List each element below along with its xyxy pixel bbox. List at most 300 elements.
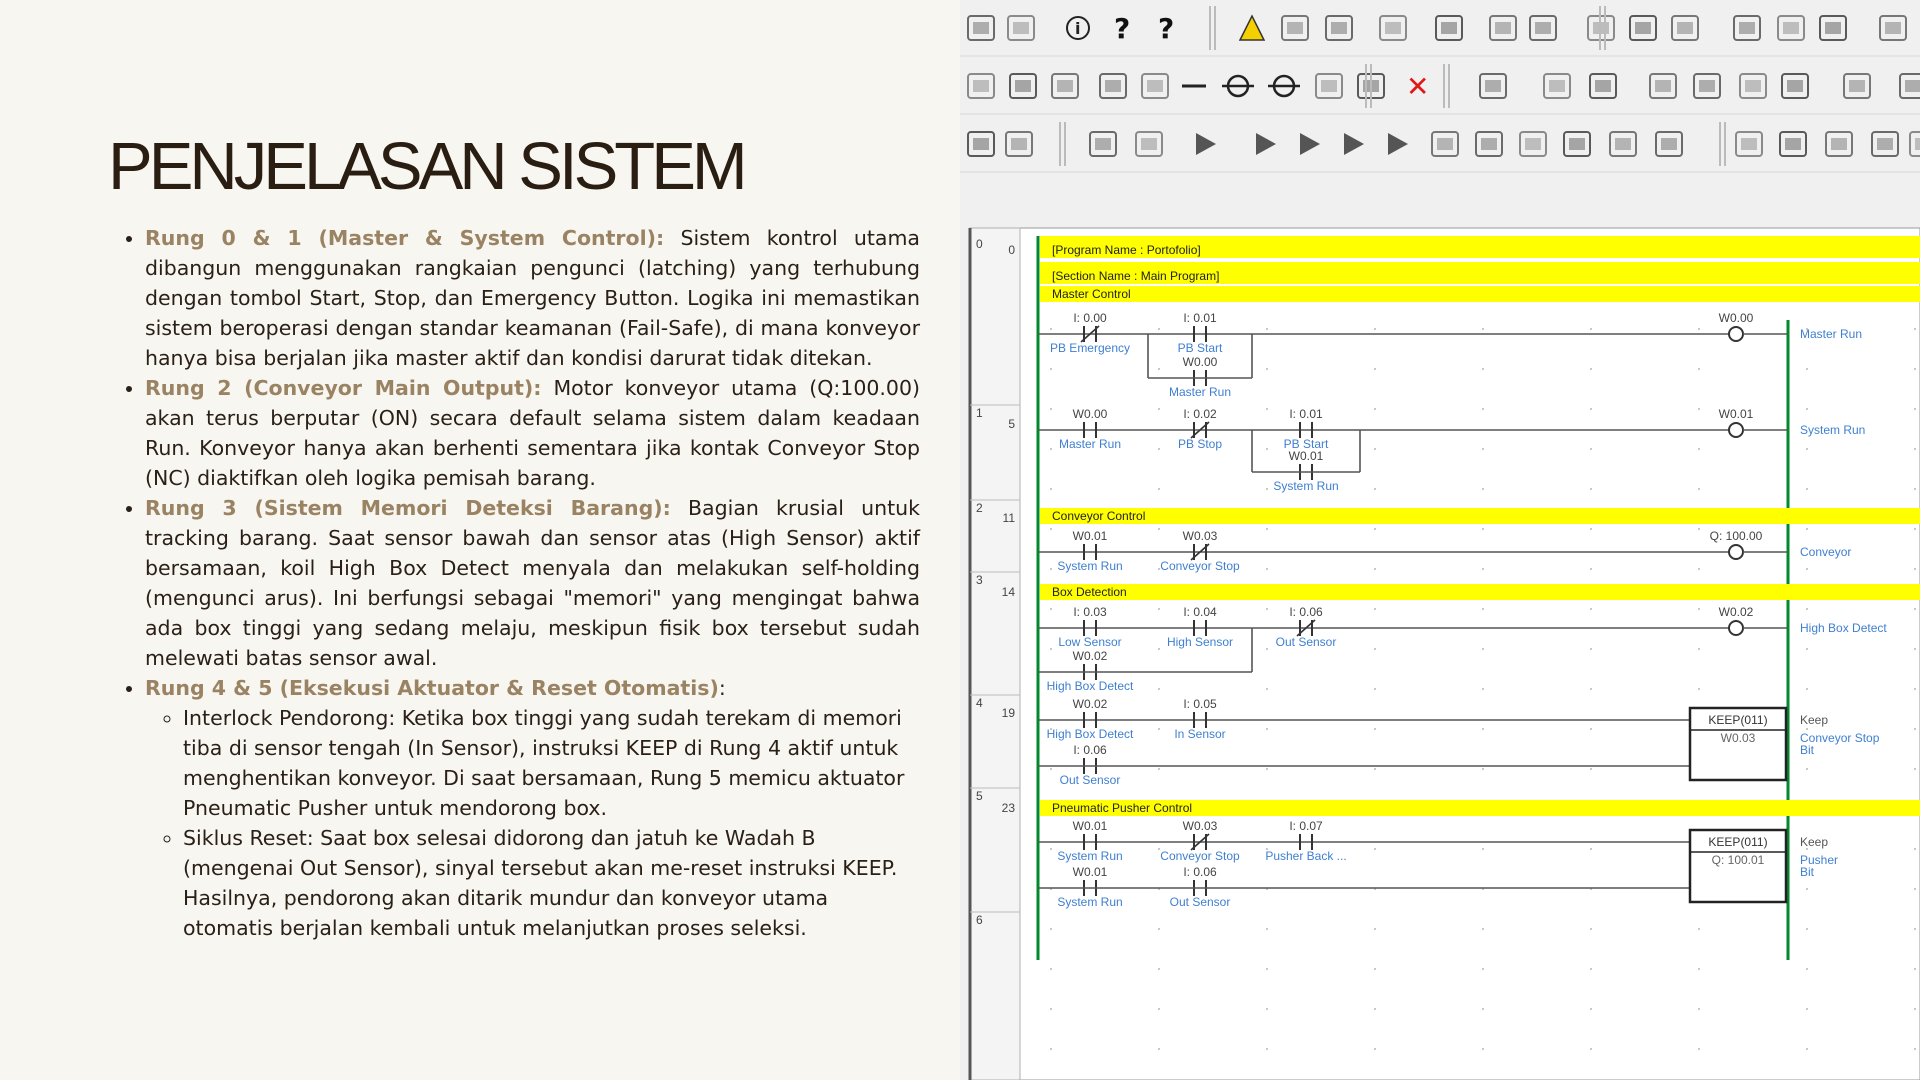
- coil-label: High Box Detect: [1800, 621, 1887, 635]
- grid-dot: [1914, 448, 1916, 450]
- grid-dot: [1374, 968, 1376, 970]
- grid-dot: [1806, 568, 1808, 570]
- rung-comment-text: Master Control: [1052, 287, 1131, 301]
- contact-label: PB Emergency: [1049, 341, 1131, 355]
- grid-dot: [1482, 568, 1484, 570]
- grid-dot: [1374, 768, 1376, 770]
- ladder-screenshot: [960, 0, 1920, 1080]
- contact-label: Low Sensor: [1058, 635, 1122, 649]
- keep-instruction: KEEP(011): [1708, 713, 1768, 727]
- coil-symbol: [1729, 423, 1743, 437]
- grid-dot: [1374, 608, 1376, 610]
- grid-dot: [1914, 1048, 1916, 1050]
- rung-number: 5: [976, 789, 983, 803]
- help-icon: ?: [1114, 12, 1131, 45]
- grid-dot: [1698, 1008, 1700, 1010]
- grid-dot: [1266, 688, 1268, 690]
- grid-dot: [1266, 1008, 1268, 1010]
- coil-address: W0.01: [1718, 407, 1754, 421]
- grid-dot: [1914, 1008, 1916, 1010]
- grid-dot: [1590, 1008, 1592, 1010]
- grid-dot: [1482, 408, 1484, 410]
- grid-dot: [1482, 368, 1484, 370]
- grid-dot: [1050, 608, 1052, 610]
- toolbar-button-icon-detail: [1441, 22, 1457, 34]
- grid-dot: [1590, 568, 1592, 570]
- grid-dot: [1698, 1048, 1700, 1050]
- toolbar-icon: [1158, 12, 1174, 45]
- coil-address: W0.00: [1718, 311, 1754, 325]
- grid-dot: [1050, 968, 1052, 970]
- grid-dot: [1482, 968, 1484, 970]
- grid-dot: [1806, 768, 1808, 770]
- contact-label: PB Stop: [1177, 437, 1223, 451]
- grid-dot: [1698, 328, 1700, 330]
- grid-dot: [1266, 528, 1268, 530]
- grid-dot: [1050, 528, 1052, 530]
- contact-address: I: 0.04: [1183, 605, 1217, 619]
- grid-dot: [1806, 408, 1808, 410]
- grid-dot: [1158, 728, 1160, 730]
- toolbar-button-icon-detail: [1699, 80, 1715, 92]
- grid-dot: [1158, 608, 1160, 610]
- grid-dot: [1806, 888, 1808, 890]
- grid-dot: [1050, 448, 1052, 450]
- grid-dot: [1482, 728, 1484, 730]
- grid-dot: [1590, 768, 1592, 770]
- grid-dot: [1590, 488, 1592, 490]
- bullet-heading: Rung 4 & 5 (Eksekusi Aktuator & Reset Otomatis): [145, 676, 719, 700]
- grid-dot: [1806, 688, 1808, 690]
- toolbar-button-icon-detail: [1011, 138, 1027, 150]
- keep-comment: Conveyor Stop: [1800, 731, 1880, 745]
- toolbar-button-icon-detail: [1677, 22, 1693, 34]
- toolbar-button-icon-detail: [1525, 138, 1541, 150]
- grid-dot: [1050, 368, 1052, 370]
- grid-dot: [1806, 368, 1808, 370]
- rung-comment-bar: [1040, 286, 1920, 302]
- contact-label: Conveyor Stop: [1160, 559, 1240, 573]
- grid-dot: [1914, 568, 1916, 570]
- grid-dot: [1266, 448, 1268, 450]
- contact-label: In Sensor: [1174, 727, 1226, 741]
- rung-comment-text: Box Detection: [1052, 585, 1127, 599]
- grid-dot: [1374, 848, 1376, 850]
- keep-comment: Bit: [1800, 743, 1815, 757]
- toolbar-button-icon-detail: [1437, 138, 1453, 150]
- toolbar-button-icon-detail: [973, 138, 989, 150]
- coil-address: Q: 100.00: [1709, 529, 1763, 543]
- bullet-text: Bagian krusial untuk tracking barang. Saat sensor bawah dan sensor atas (High Sensor) aktif bersamaan, koil High Box Detect menyala dan melakukan self-holding (mengunci arus). Ini berfungsi sebagai "memori" yang mengingat bahwa ada box tinggi yang sedang melaju, meskipun fisik box tersebut sudah melewati batas sensor awal.: [145, 496, 920, 670]
- toolbar-button-icon-detail: [1015, 80, 1031, 92]
- contact-address: I: 0.01: [1289, 407, 1323, 421]
- toolbar-button-icon-detail: [1057, 80, 1073, 92]
- grid-dot: [1590, 368, 1592, 370]
- grid-dot: [1266, 968, 1268, 970]
- contact-address: I: 0.07: [1289, 819, 1323, 833]
- keep-comment: Pusher: [1800, 853, 1839, 867]
- grid-dot: [1482, 688, 1484, 690]
- grid-dot: [1158, 688, 1160, 690]
- grid-dot: [1698, 528, 1700, 530]
- toolbar-button-icon-detail: [1485, 80, 1501, 92]
- rung-number: 1: [976, 406, 983, 420]
- rung-number: 0: [976, 237, 983, 251]
- toolbar-button-icon-detail: [1831, 138, 1847, 150]
- bullet-heading: Rung 3 (Sistem Memori Deteksi Barang):: [145, 496, 671, 520]
- grid-dot: [1374, 1008, 1376, 1010]
- grid-dot: [1158, 768, 1160, 770]
- toolbar-button-icon-detail: [1321, 80, 1337, 92]
- rung-number: 4: [976, 696, 983, 710]
- step-number: 11: [1002, 511, 1015, 525]
- slide-title: PENJELASAN SISTEM: [108, 129, 744, 204]
- grid-dot: [1266, 328, 1268, 330]
- grid-dot: [1698, 688, 1700, 690]
- grid-dot: [1914, 928, 1916, 930]
- grid-dot: [1914, 488, 1916, 490]
- sub-bullet-list: [145, 703, 920, 943]
- grid-dot: [1698, 408, 1700, 410]
- toolbar-button-icon-detail: [1785, 138, 1801, 150]
- grid-dot: [1482, 848, 1484, 850]
- grid-dot: [1266, 648, 1268, 650]
- contact-address: W0.01: [1072, 819, 1108, 833]
- keep-comment: Bit: [1800, 865, 1815, 879]
- rung-comment-bar: [1040, 508, 1920, 524]
- grid-dot: [1806, 1048, 1808, 1050]
- grid-dot: [1914, 768, 1916, 770]
- keep-operand: W0.03: [1720, 731, 1756, 745]
- grid-dot: [1266, 768, 1268, 770]
- rung-number: 3: [976, 573, 983, 587]
- keep-comment: Keep: [1800, 835, 1829, 849]
- toolbar-button-icon-detail: [1495, 22, 1511, 34]
- grid-dot: [1590, 448, 1592, 450]
- contact-address: I: 0.06: [1073, 743, 1107, 757]
- coil-symbol: [1729, 545, 1743, 559]
- grid-dot: [1698, 448, 1700, 450]
- contact-address: W0.02: [1072, 649, 1108, 663]
- grid-dot: [1374, 408, 1376, 410]
- grid-dot: [1914, 848, 1916, 850]
- grid-dot: [1374, 488, 1376, 490]
- grid-dot: [1806, 728, 1808, 730]
- contact-address: I: 0.05: [1183, 697, 1217, 711]
- keep-instruction: KEEP(011): [1708, 835, 1768, 849]
- toolbar-button-icon-detail: [1787, 80, 1803, 92]
- grid-dot: [1698, 648, 1700, 650]
- grid-dot: [1050, 488, 1052, 490]
- contact-label: Conveyor Stop: [1160, 849, 1240, 863]
- contact-address: I: 0.02: [1183, 407, 1217, 421]
- rung-gutter: [970, 228, 1020, 1080]
- grid-dot: [1266, 728, 1268, 730]
- contact-label: Pusher Back ...: [1265, 849, 1347, 863]
- contact-address: I: 0.01: [1183, 311, 1217, 325]
- toolbar-button-icon-detail: [1905, 80, 1920, 92]
- step-number: 5: [1008, 417, 1015, 431]
- grid-dot: [1050, 848, 1052, 850]
- grid-dot: [1590, 648, 1592, 650]
- grid-dot: [1374, 568, 1376, 570]
- toolbar-button-icon-detail: [1385, 22, 1401, 34]
- toolbar-button-icon-detail: [1481, 138, 1497, 150]
- grid-dot: [1590, 928, 1592, 930]
- contact-address: I: 0.03: [1073, 605, 1107, 619]
- coil-symbol: [1729, 621, 1743, 635]
- grid-dot: [1914, 608, 1916, 610]
- grid-dot: [1590, 328, 1592, 330]
- grid-dot: [1050, 1048, 1052, 1050]
- grid-dot: [1482, 528, 1484, 530]
- contact-label: System Run: [1057, 895, 1123, 909]
- toolbar-button-icon-detail: [973, 80, 989, 92]
- grid-dot: [1158, 528, 1160, 530]
- toolbar-button-icon-detail: [1095, 138, 1111, 150]
- rung-comment-text: [Section Name : Main Program]: [1052, 269, 1220, 283]
- contact-address: W0.00: [1072, 407, 1108, 421]
- grid-dot: [1590, 408, 1592, 410]
- grid-dot: [1050, 328, 1052, 330]
- grid-dot: [1050, 568, 1052, 570]
- grid-dot: [1158, 448, 1160, 450]
- grid-dot: [1590, 528, 1592, 530]
- grid-dot: [1374, 728, 1376, 730]
- grid-dot: [1806, 928, 1808, 930]
- coil-label: System Run: [1800, 423, 1866, 437]
- toolbar-button-icon-detail: [1741, 138, 1757, 150]
- step-number: 19: [1001, 706, 1015, 720]
- grid-dot: [1050, 928, 1052, 930]
- bullet-rung-3: [145, 493, 920, 673]
- grid-dot: [1158, 408, 1160, 410]
- grid-dot: [1914, 408, 1916, 410]
- ladder-editor: [970, 228, 1920, 1080]
- contact-label: System Run: [1057, 849, 1123, 863]
- help-icon: ?: [1158, 12, 1175, 45]
- grid-dot: [1914, 648, 1916, 650]
- grid-dot: [1050, 768, 1052, 770]
- bullet-rung-2: [145, 373, 920, 493]
- contact-address: I: 0.00: [1073, 311, 1107, 325]
- grid-dot: [1482, 1008, 1484, 1010]
- grid-dot: [1266, 368, 1268, 370]
- grid-dot: [1806, 1008, 1808, 1010]
- grid-dot: [1590, 968, 1592, 970]
- grid-dot: [1266, 1048, 1268, 1050]
- grid-dot: [1050, 1008, 1052, 1010]
- toolbar-button-icon-detail: [1569, 138, 1585, 150]
- grid-dot: [1158, 488, 1160, 490]
- contact-address: I: 0.06: [1183, 865, 1217, 879]
- grid-dot: [1374, 928, 1376, 930]
- contact-label: Out Sensor: [1275, 635, 1337, 649]
- grid-dot: [1374, 648, 1376, 650]
- keep-operand: Q: 100.01: [1711, 853, 1765, 867]
- bullet-text: :: [718, 676, 726, 700]
- contact-address: W0.03: [1182, 819, 1218, 833]
- contact-label: PB Start: [1177, 341, 1223, 355]
- grid-dot: [1374, 368, 1376, 370]
- toolbar-button-icon-detail: [1661, 138, 1677, 150]
- sub-bullet-reset: ◦ Siklus Reset: Saat box selesai didorong dan jatuh ke Wadah B (mengenai Out Sensor), sinyal tersebut akan me-reset instruksi KEEP. Hasilnya, pendorong akan ditarik mundur dan konveyor utama otomatis berjalan kembali untuk melanjutkan proses seleksi.: [183, 823, 920, 943]
- keep-instruction-block: [1690, 708, 1786, 780]
- grid-dot: [1050, 408, 1052, 410]
- grid-dot: [1698, 368, 1700, 370]
- contact-address: W0.01: [1072, 865, 1108, 879]
- grid-dot: [1806, 448, 1808, 450]
- contact-address: I: 0.06: [1289, 605, 1323, 619]
- toolbar-button-icon-detail: [1825, 22, 1841, 34]
- grid-dot: [1482, 608, 1484, 610]
- bullet-text: Sistem kontrol utama dibangun menggunakan rangkaian pengunci (latching) yang terhubung dengan tombol Start, Stop, dan Emergency Button. Logika ini memastikan sistem beroperasi dengan standar keamanan (Fail-Safe), di mana konveyor hanya bisa berjalan jika master aktif dan kondisi darurat tidak ditekan.: [145, 226, 920, 370]
- step-number: 0: [1008, 243, 1015, 257]
- grid-dot: [1266, 408, 1268, 410]
- grid-dot: [1374, 328, 1376, 330]
- grid-dot: [1158, 368, 1160, 370]
- toolbar-button-icon-detail: [1535, 22, 1551, 34]
- rung-comment-text: Conveyor Control: [1052, 509, 1146, 523]
- grid-dot: [1806, 488, 1808, 490]
- contact-label: Master Run: [1168, 385, 1232, 399]
- toolbar-button-icon-detail: [1141, 138, 1157, 150]
- bullet-list: [115, 223, 920, 943]
- contact-address: W0.01: [1072, 529, 1108, 543]
- contact-label: PB Start: [1283, 437, 1329, 451]
- contact-address: W0.01: [1288, 449, 1324, 463]
- grid-dot: [1482, 328, 1484, 330]
- grid-dot: [1914, 328, 1916, 330]
- bullet-rung-4-5: [145, 673, 920, 943]
- grid-dot: [1266, 488, 1268, 490]
- toolbar-button-icon-detail: [1105, 80, 1121, 92]
- toolbar-button-icon-detail: [1745, 80, 1761, 92]
- grid-dot: [1482, 928, 1484, 930]
- grid-dot: [1698, 608, 1700, 610]
- contact-label: High Box Detect: [1046, 679, 1134, 693]
- contact-label: Out Sensor: [1059, 773, 1121, 787]
- toolbar-button-icon-detail: [1331, 22, 1347, 34]
- rung-comment-text: Pneumatic Pusher Control: [1052, 801, 1193, 815]
- info-icon-glyph: i: [1075, 19, 1081, 38]
- coil-label: Master Run: [1800, 327, 1863, 341]
- toolbar-button-icon-detail: [1739, 22, 1755, 34]
- coil-label: Conveyor: [1800, 545, 1852, 559]
- grid-dot: [1914, 528, 1916, 530]
- toolbar-button-icon-detail: [1615, 138, 1631, 150]
- toolbar-button-icon-detail: [1877, 138, 1893, 150]
- grid-dot: [1482, 488, 1484, 490]
- contact-label: Master Run: [1058, 437, 1122, 451]
- coil-symbol: [1729, 327, 1743, 341]
- toolbar-icon: [1114, 12, 1130, 45]
- grid-dot: [1698, 568, 1700, 570]
- grid-dot: [1590, 1048, 1592, 1050]
- grid-dot: [1914, 688, 1916, 690]
- grid-dot: [1158, 1008, 1160, 1010]
- toolbar-area: [960, 0, 1920, 180]
- keep-instruction-block: [1690, 830, 1786, 902]
- grid-dot: [1266, 608, 1268, 610]
- grid-dot: [1158, 928, 1160, 930]
- grid-dot: [1590, 688, 1592, 690]
- contact-address: W0.02: [1072, 697, 1108, 711]
- rung-number: 2: [976, 501, 983, 515]
- grid-dot: [1374, 528, 1376, 530]
- grid-dot: [1914, 888, 1916, 890]
- toolbar-button-icon-detail: [1635, 22, 1651, 34]
- grid-dot: [1698, 928, 1700, 930]
- toolbar-button-icon-detail: [1549, 80, 1565, 92]
- bullet-text: Motor konveyor utama (Q:100.00) akan terus berputar (ON) secara default selama sistem dalam keadaan Run. Konveyor hanya akan berhenti sementara jika kontak Conveyor Stop (NC) diaktifkan oleh logika pemisah barang.: [145, 376, 920, 490]
- toolbar-button-icon-detail: [1885, 22, 1901, 34]
- grid-dot: [1482, 448, 1484, 450]
- step-number: 23: [1001, 801, 1015, 815]
- toolbar-button-icon-detail: [1147, 80, 1163, 92]
- grid-dot: [1374, 448, 1376, 450]
- grid-dot: [1590, 728, 1592, 730]
- grid-dot: [1158, 328, 1160, 330]
- grid-dot: [1698, 488, 1700, 490]
- grid-dot: [1158, 648, 1160, 650]
- bullet-rung-0-1: [145, 223, 920, 373]
- grid-dot: [1050, 648, 1052, 650]
- grid-dot: [1590, 848, 1592, 850]
- toolbar-icon: [1406, 70, 1429, 103]
- toolbar-button-icon-detail: [1595, 80, 1611, 92]
- grid-dot: [1806, 968, 1808, 970]
- grid-dot: [1158, 968, 1160, 970]
- grid-dot: [1482, 648, 1484, 650]
- contact-label: Out Sensor: [1169, 895, 1231, 909]
- toolbar-button-icon-detail: [973, 22, 989, 34]
- grid-dot: [1806, 648, 1808, 650]
- grid-dot: [1914, 368, 1916, 370]
- grid-dot: [1266, 568, 1268, 570]
- grid-dot: [1374, 1048, 1376, 1050]
- ladder-screenshot-svg: [960, 0, 1920, 1080]
- grid-dot: [1482, 768, 1484, 770]
- grid-dot: [1374, 688, 1376, 690]
- grid-dot: [1698, 968, 1700, 970]
- grid-dot: [1914, 968, 1916, 970]
- rung-comment-bar: [1040, 584, 1920, 600]
- contact-label: System Run: [1273, 479, 1339, 493]
- sub-bullet-interlock: ◦ Interlock Pendorong: Ketika box tinggi yang sudah terekam di memori tiba di sensor tengah (In Sensor), instruksi KEEP di Rung 4 aktif untuk menghentikan konveyor. Di saat bersamaan, Rung 5 memicu aktuator Pneumatic Pusher untuk mendorong box.: [183, 703, 920, 823]
- grid-dot: [1158, 1048, 1160, 1050]
- grid-dot: [1914, 728, 1916, 730]
- keep-comment: Keep: [1800, 713, 1829, 727]
- grid-dot: [1590, 608, 1592, 610]
- toolbar-button-icon-detail: [1655, 80, 1671, 92]
- contact-label: High Sensor: [1166, 635, 1234, 649]
- grid-dot: [1806, 608, 1808, 610]
- toolbar-button-icon-detail: [1013, 22, 1029, 34]
- contact-address: W0.00: [1182, 355, 1218, 369]
- toolbar-button-icon-detail: [1849, 80, 1865, 92]
- grid-dot: [1266, 928, 1268, 930]
- contact-label: High Box Detect: [1046, 727, 1134, 741]
- contact-address: W0.03: [1182, 529, 1218, 543]
- delete-icon: ✕: [1406, 70, 1430, 103]
- bullet-heading: Rung 0 & 1 (Master & System Control):: [145, 226, 665, 250]
- coil-address: W0.02: [1718, 605, 1754, 619]
- grid-dot: [1806, 528, 1808, 530]
- toolbar-button-icon-detail: [1915, 138, 1920, 150]
- rung-number: 6: [976, 913, 983, 927]
- grid-dot: [1482, 1048, 1484, 1050]
